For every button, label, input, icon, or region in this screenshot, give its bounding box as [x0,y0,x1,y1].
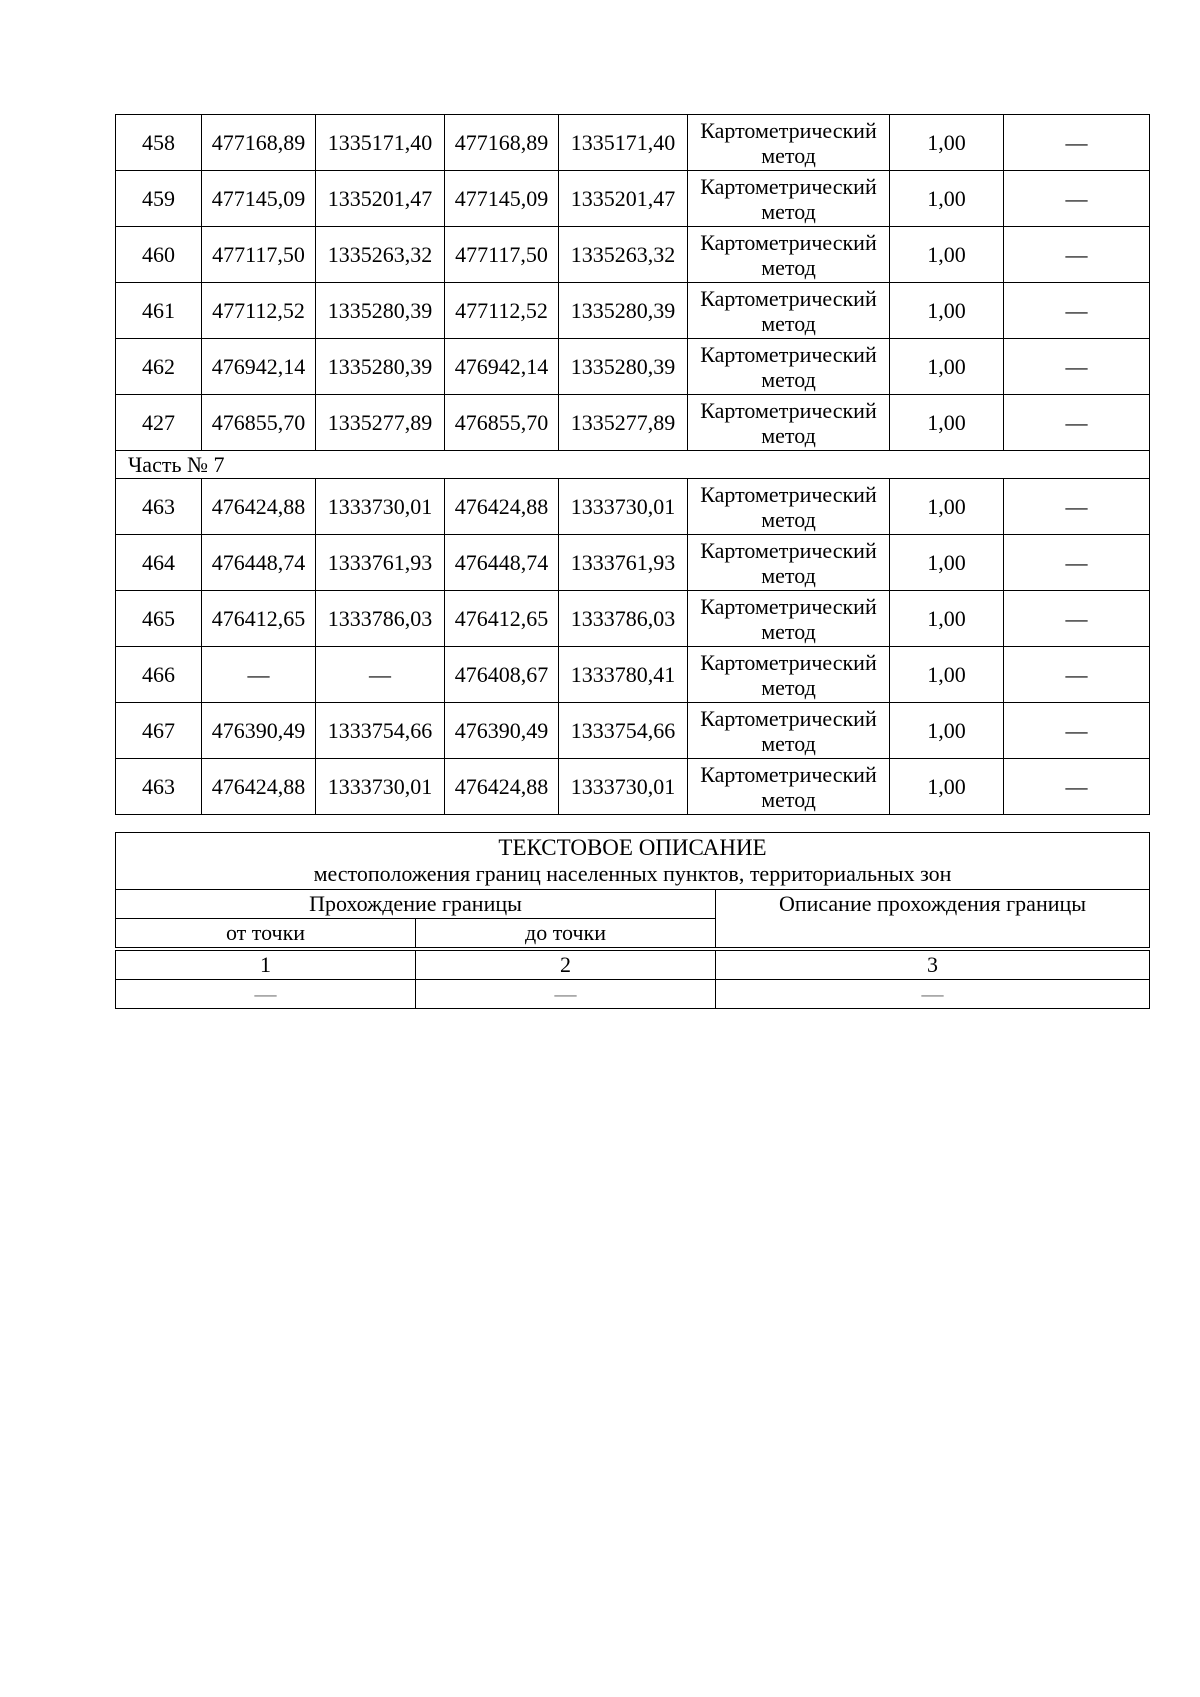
cell-new-y: 1333786,03 [559,591,688,647]
cell-note: — [1004,479,1150,535]
coordinates-rows-top [116,115,1150,451]
cell-new-x: 476448,74 [445,535,559,591]
table-row [116,283,1150,339]
table-row [116,227,1150,283]
cell-existing-y: 1333730,01 [316,759,445,815]
text-description-table [115,832,1150,1009]
cell-accuracy: 1,00 [890,535,1004,591]
description-from-point: — [116,980,416,1009]
cell-method: Картометрический метод [688,339,890,395]
cell-existing-y: 1335201,47 [316,171,445,227]
coordinates-rows-bottom [116,479,1150,815]
cell-new-y: 1335277,89 [559,395,688,451]
cell-existing-x: 476942,14 [202,339,316,395]
cell-existing-y: 1335280,39 [316,283,445,339]
cell-new-x: 477112,52 [445,283,559,339]
cell-new-y: 1335201,47 [559,171,688,227]
description-title: ТЕКСТОВОЕ ОПИСАНИЕ [498,835,767,860]
cell-method: Картометрический метод [688,703,890,759]
cell-accuracy: 1,00 [890,339,1004,395]
section-label: Часть № 7 [116,451,1150,479]
cell-method: Картометрический метод [688,479,890,535]
header-passage: Прохождение границы [116,890,716,919]
cell-existing-x: 477168,89 [202,115,316,171]
cell-accuracy: 1,00 [890,171,1004,227]
cell-existing-y: 1333754,66 [316,703,445,759]
cell-new-x: 477117,50 [445,227,559,283]
cell-note: — [1004,535,1150,591]
cell-accuracy: 1,00 [890,227,1004,283]
header-to-point: до точки [416,919,716,948]
cell-new-y: 1335280,39 [559,339,688,395]
cell-accuracy: 1,00 [890,647,1004,703]
cell-accuracy: 1,00 [890,283,1004,339]
cell-note: — [1004,339,1150,395]
table-row [116,591,1150,647]
cell-method: Картометрический метод [688,395,890,451]
table-row [116,703,1150,759]
table-row [116,759,1150,815]
cell-existing-y: 1335277,89 [316,395,445,451]
cell-new-x: 476424,88 [445,759,559,815]
cell-point-number: 462 [116,339,202,395]
coordinates-table [115,114,1150,815]
cell-point-number: 464 [116,535,202,591]
cell-new-x: 476424,88 [445,479,559,535]
table-row [116,647,1150,703]
cell-point-number: 459 [116,171,202,227]
cell-new-x: 476855,70 [445,395,559,451]
cell-new-y: 1333730,01 [559,479,688,535]
table-row [116,479,1150,535]
description-header-row [116,890,1150,919]
cell-existing-x: 476424,88 [202,759,316,815]
cell-new-y: 1333780,41 [559,647,688,703]
cell-point-number: 463 [116,479,202,535]
cell-existing-y: 1335280,39 [316,339,445,395]
cell-accuracy: 1,00 [890,395,1004,451]
cell-existing-y: — [316,647,445,703]
cell-point-number: 427 [116,395,202,451]
cell-accuracy: 1,00 [890,115,1004,171]
section-row-group [116,451,1150,479]
cell-accuracy: 1,00 [890,759,1004,815]
cell-method: Картометрический метод [688,647,890,703]
cell-new-y: 1333730,01 [559,759,688,815]
cell-existing-x: 476412,65 [202,591,316,647]
cell-note: — [1004,647,1150,703]
cell-note: — [1004,591,1150,647]
column-number-2: 2 [416,951,716,980]
cell-note: — [1004,171,1150,227]
cell-new-y: 1335263,32 [559,227,688,283]
cell-accuracy: 1,00 [890,703,1004,759]
header-description: Описание прохождения границы [716,890,1150,948]
cell-existing-x: 477112,52 [202,283,316,339]
cell-note: — [1004,115,1150,171]
cell-existing-y: 1335263,32 [316,227,445,283]
cell-point-number: 463 [116,759,202,815]
cell-point-number: 465 [116,591,202,647]
column-number-1: 1 [116,951,416,980]
table-row [116,395,1150,451]
cell-new-x: 476412,65 [445,591,559,647]
cell-point-number: 467 [116,703,202,759]
cell-existing-x: 477117,50 [202,227,316,283]
cell-new-y: 1333761,93 [559,535,688,591]
cell-accuracy: 1,00 [890,591,1004,647]
description-text: — [716,980,1150,1009]
cell-existing-y: 1335171,40 [316,115,445,171]
cell-existing-y: 1333786,03 [316,591,445,647]
cell-method: Картометрический метод [688,535,890,591]
cell-method: Картометрический метод [688,759,890,815]
cell-existing-x: 476448,74 [202,535,316,591]
header-from-point: от точки [116,919,416,948]
column-number-3: 3 [716,951,1150,980]
description-subtitle: местоположения границ населенных пунктов, территориальных зон [313,861,952,886]
cell-point-number: 461 [116,283,202,339]
description-data-row [116,980,1150,1009]
cell-existing-y: 1333730,01 [316,479,445,535]
cell-existing-y: 1333761,93 [316,535,445,591]
cell-method: Картометрический метод [688,115,890,171]
cell-existing-x: 476855,70 [202,395,316,451]
cell-note: — [1004,227,1150,283]
cell-accuracy: 1,00 [890,479,1004,535]
description-title-row [116,833,1150,890]
cell-new-x: 477168,89 [445,115,559,171]
cell-new-y: 1333754,66 [559,703,688,759]
cell-method: Картометрический метод [688,227,890,283]
cell-method: Картометрический метод [688,591,890,647]
cell-new-x: 477145,09 [445,171,559,227]
description-number-row [116,951,1150,980]
table-row [116,535,1150,591]
cell-note: — [1004,759,1150,815]
cell-new-x: 476390,49 [445,703,559,759]
cell-existing-x: — [202,647,316,703]
cell-method: Картометрический метод [688,283,890,339]
cell-note: — [1004,703,1150,759]
table-row [116,115,1150,171]
table-row [116,339,1150,395]
cell-existing-x: 476424,88 [202,479,316,535]
cell-method: Картометрический метод [688,171,890,227]
description-to-point: — [416,980,716,1009]
table-row [116,171,1150,227]
cell-note: — [1004,283,1150,339]
cell-note: — [1004,395,1150,451]
section-row [116,451,1150,479]
cell-point-number: 466 [116,647,202,703]
cell-point-number: 458 [116,115,202,171]
cell-point-number: 460 [116,227,202,283]
cell-existing-x: 477145,09 [202,171,316,227]
cell-new-x: 476408,67 [445,647,559,703]
cell-new-y: 1335171,40 [559,115,688,171]
cell-new-x: 476942,14 [445,339,559,395]
description-title-cell [116,833,1150,890]
cell-existing-x: 476390,49 [202,703,316,759]
cell-new-y: 1335280,39 [559,283,688,339]
